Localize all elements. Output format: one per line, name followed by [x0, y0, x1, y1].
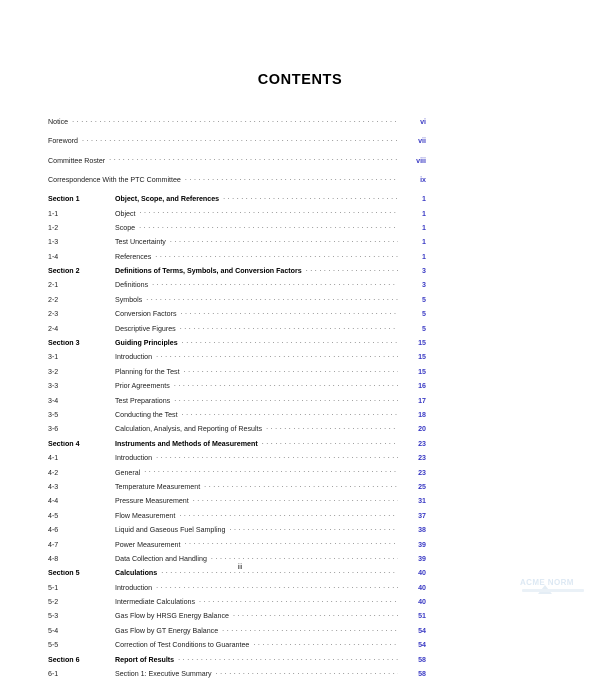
front-matter-entry[interactable] [48, 136, 426, 145]
toc-subsection-entry[interactable] [48, 252, 426, 261]
entry-page-number: 54 [418, 626, 426, 635]
entry-title: Descriptive Figures [115, 324, 176, 333]
entry-title: Committee Roster [48, 156, 106, 165]
entry-title: Temperature Measurement [115, 482, 201, 491]
entry-number: 2-2 [48, 296, 59, 304]
entry-page-number: viii [416, 156, 426, 165]
dot-leader [146, 295, 398, 302]
dot-leader [229, 525, 398, 532]
dot-leader [152, 280, 398, 287]
entry-page-number: 37 [418, 511, 426, 520]
entry-title: Data Collection and Handling [115, 554, 207, 563]
toc-subsection-entry[interactable] [48, 295, 426, 304]
dot-leader [266, 424, 398, 431]
entry-page-number: 15 [418, 339, 426, 348]
front-matter-entry[interactable] [48, 156, 426, 165]
entry-number: 3-2 [48, 368, 59, 376]
entry-number: 3-5 [48, 411, 59, 419]
page-title: CONTENTS [257, 72, 343, 88]
entry-title: Notice [48, 118, 69, 126]
entry-number: 5-1 [48, 584, 59, 592]
entry-page-number: 15 [418, 353, 426, 362]
entry-title: Planning for the Test [115, 367, 180, 376]
entry-title: Calculations [115, 569, 158, 578]
entry-title: Symbols [115, 295, 143, 304]
entry-page-number: 40 [418, 569, 426, 578]
entry-page-number: 58 [418, 655, 426, 664]
entry-page-number: 58 [418, 670, 426, 679]
entry-number: Section 3 [48, 340, 80, 348]
watermark-underline [522, 589, 584, 592]
entry-number: 1-2 [48, 224, 59, 232]
toc-section-entry[interactable] [48, 439, 426, 448]
entry-page-number: 51 [418, 612, 426, 621]
entry-number: Section 2 [48, 268, 80, 276]
toc-subsection-entry[interactable] [48, 468, 426, 477]
entry-title: Intermediate Calculations [115, 598, 196, 607]
entry-page-number: 18 [418, 410, 426, 419]
entry-number: 5-5 [48, 642, 59, 650]
watermark-glyph-icon [538, 585, 552, 594]
toc-subsection-entry[interactable] [48, 669, 426, 678]
entry-page-number: 5 [422, 310, 426, 319]
dot-leader [184, 540, 398, 547]
table-of-contents [48, 117, 426, 683]
dot-leader [139, 223, 398, 230]
entry-page-number: 1 [422, 195, 426, 204]
entry-title: Object, Scope, and References [115, 195, 220, 204]
entry-title: Guiding Principles [115, 339, 178, 348]
entry-page-number: 38 [418, 526, 426, 535]
dot-leader [199, 597, 398, 604]
entry-number: 2-4 [48, 325, 59, 333]
entry-title: Calculation, Analysis, and Reporting of Results [115, 425, 263, 434]
entry-page-number: 54 [418, 641, 426, 650]
entry-number: 4-2 [48, 469, 59, 477]
entry-number: 3-4 [48, 397, 59, 405]
dot-leader [109, 156, 398, 163]
entry-title: Scope [115, 223, 136, 232]
entry-page-number: 5 [422, 324, 426, 333]
entry-number: Section 1 [48, 196, 80, 204]
toc-subsection-entry[interactable] [48, 381, 426, 390]
entry-number: 6-1 [48, 671, 59, 679]
entry-number: 4-3 [48, 483, 59, 491]
dot-leader [155, 252, 398, 259]
entry-number: 4-6 [48, 527, 59, 535]
dot-leader [144, 468, 398, 475]
entry-number: 2-3 [48, 311, 59, 319]
toc-subsection-entry[interactable] [48, 583, 426, 592]
dot-leader [170, 237, 398, 244]
dot-leader [156, 352, 398, 359]
entry-number: 4-1 [48, 455, 59, 463]
entry-page-number: 23 [418, 439, 426, 448]
entry-title: Power Measurement [115, 540, 181, 549]
dot-leader [181, 309, 398, 316]
dot-leader [193, 496, 398, 503]
entry-title: Prior Agreements [115, 382, 170, 391]
entry-page-number: 3 [422, 281, 426, 290]
dot-leader [216, 669, 398, 676]
entry-title: Object [115, 209, 136, 218]
front-matter-entry[interactable] [48, 175, 426, 184]
entry-title: Conducting the Test [115, 410, 178, 419]
toc-subsection-entry[interactable] [48, 237, 426, 246]
entry-number: 3-6 [48, 426, 59, 434]
toc-section-entry[interactable] [48, 266, 426, 275]
entry-title: Correction of Test Conditions to Guarantee [115, 641, 250, 650]
entry-page-number: 23 [418, 454, 426, 463]
entry-title: Correspondence With the PTC Committee [48, 175, 181, 184]
dot-leader [180, 324, 398, 331]
entry-number: 4-7 [48, 541, 59, 549]
entry-page-number: 1 [422, 252, 426, 261]
entry-title: Report of Results [115, 655, 175, 664]
dot-leader [184, 367, 398, 374]
entry-title: Introduction [115, 583, 153, 592]
toc-subsection-entry[interactable] [48, 611, 426, 620]
entry-page-number: 20 [418, 425, 426, 434]
toc-subsection-entry[interactable] [48, 597, 426, 606]
entry-number: 4-8 [48, 555, 59, 563]
dot-leader [82, 136, 398, 143]
entry-number: 1-4 [48, 253, 59, 261]
section-entry-list [48, 194, 426, 678]
toc-subsection-entry[interactable] [48, 324, 426, 333]
entry-number: Section 4 [48, 440, 80, 448]
toc-subsection-entry[interactable] [48, 396, 426, 405]
entry-title: Liquid and Gaseous Fuel Sampling [115, 526, 226, 535]
toc-subsection-entry[interactable] [48, 223, 426, 232]
acme-norm-watermark-logo [518, 572, 600, 598]
entry-title: Section 1: Executive Summary [115, 670, 212, 679]
dot-leader [72, 117, 398, 124]
entry-title: Definitions [115, 281, 149, 290]
entry-number: 1-3 [48, 239, 59, 247]
entry-title: Test Uncertainty [115, 238, 166, 247]
entry-title: Gas Flow by HRSG Energy Balance [115, 612, 229, 621]
toc-subsection-entry[interactable] [48, 209, 426, 218]
toc-subsection-entry[interactable] [48, 554, 426, 563]
toc-section-entry[interactable] [48, 655, 426, 664]
toc-subsection-entry[interactable] [48, 453, 426, 462]
dot-leader [306, 266, 398, 273]
entry-number: Section 6 [48, 656, 80, 664]
entry-page-number: 25 [418, 482, 426, 491]
entry-number: 3-1 [48, 354, 59, 362]
entry-page-number: 17 [418, 396, 426, 405]
dot-leader [222, 626, 398, 633]
front-matter-entry[interactable] [48, 117, 426, 126]
toc-subsection-entry[interactable] [48, 626, 426, 635]
entry-page-number: 3 [422, 267, 426, 276]
dot-leader [140, 209, 398, 216]
entry-page-number: 40 [418, 598, 426, 607]
entry-number: 5-4 [48, 627, 59, 635]
entry-page-number: 23 [418, 468, 426, 477]
entry-title: Test Preparations [115, 396, 171, 405]
entry-number: 1-1 [48, 210, 59, 218]
watermark-label: ACME NORM [520, 578, 574, 587]
front-matter-list [48, 117, 426, 184]
entry-number: 5-2 [48, 599, 59, 607]
toc-section-entry[interactable] [48, 338, 426, 347]
toc-subsection-entry[interactable] [48, 424, 426, 433]
entry-page-number: 1 [422, 223, 426, 232]
entry-title: Pressure Measurement [115, 497, 189, 506]
dot-leader [182, 410, 398, 417]
toc-subsection-entry[interactable] [48, 496, 426, 505]
entry-title: General [115, 468, 141, 477]
entry-page-number: 1 [422, 209, 426, 218]
dot-leader [182, 338, 398, 345]
folio-page-number: iii [237, 564, 243, 571]
entry-number: 5-3 [48, 613, 59, 621]
toc-section-entry[interactable] [48, 194, 426, 203]
toc-subsection-entry[interactable] [48, 640, 426, 649]
entry-page-number: 39 [418, 554, 426, 563]
entry-page-number: 5 [422, 295, 426, 304]
entry-title: References [115, 252, 152, 261]
entry-number: 2-1 [48, 282, 59, 290]
toc-subsection-entry[interactable] [48, 352, 426, 361]
dot-leader [233, 611, 398, 618]
entry-page-number: ix [420, 175, 426, 184]
toc-subsection-entry[interactable] [48, 367, 426, 376]
entry-page-number: vii [418, 137, 426, 146]
dot-leader [174, 381, 398, 388]
entry-page-number: 39 [418, 540, 426, 549]
entry-title: Instruments and Methods of Measurement [115, 439, 258, 448]
toc-subsection-entry[interactable] [48, 280, 426, 289]
toc-subsection-entry[interactable] [48, 482, 426, 491]
dot-leader [185, 175, 398, 182]
entry-page-number: 16 [418, 382, 426, 391]
toc-subsection-entry[interactable] [48, 525, 426, 534]
entry-number: 4-5 [48, 512, 59, 520]
entry-title: Conversion Factors [115, 310, 177, 319]
entry-title: Gas Flow by GT Energy Balance [115, 626, 219, 635]
dot-leader [174, 396, 398, 403]
dot-leader [156, 453, 398, 460]
dot-leader [178, 655, 398, 662]
dot-leader [253, 640, 398, 647]
entry-page-number: vi [420, 118, 426, 126]
dot-leader [211, 554, 398, 561]
entry-number: 4-4 [48, 498, 59, 506]
entry-title: Introduction [115, 353, 153, 362]
dot-leader [204, 482, 398, 489]
dot-leader [179, 511, 398, 518]
toc-subsection-entry[interactable] [48, 410, 426, 419]
dot-leader [156, 583, 398, 590]
entry-title: Foreword [48, 137, 78, 146]
toc-subsection-entry[interactable] [48, 309, 426, 318]
entry-page-number: 31 [418, 497, 426, 506]
entry-number: 3-3 [48, 383, 59, 391]
toc-subsection-entry[interactable] [48, 540, 426, 549]
toc-subsection-entry[interactable] [48, 511, 426, 520]
entry-title: Introduction [115, 454, 153, 463]
entry-page-number: 40 [418, 583, 426, 592]
entry-page-number: 15 [418, 367, 426, 376]
dot-leader [223, 194, 398, 201]
entry-page-number: 1 [422, 238, 426, 247]
entry-title: Flow Measurement [115, 511, 176, 520]
entry-title: Definitions of Terms, Symbols, and Conversion Factors [115, 267, 302, 276]
dot-leader [262, 439, 398, 446]
entry-number: Section 5 [48, 570, 80, 578]
